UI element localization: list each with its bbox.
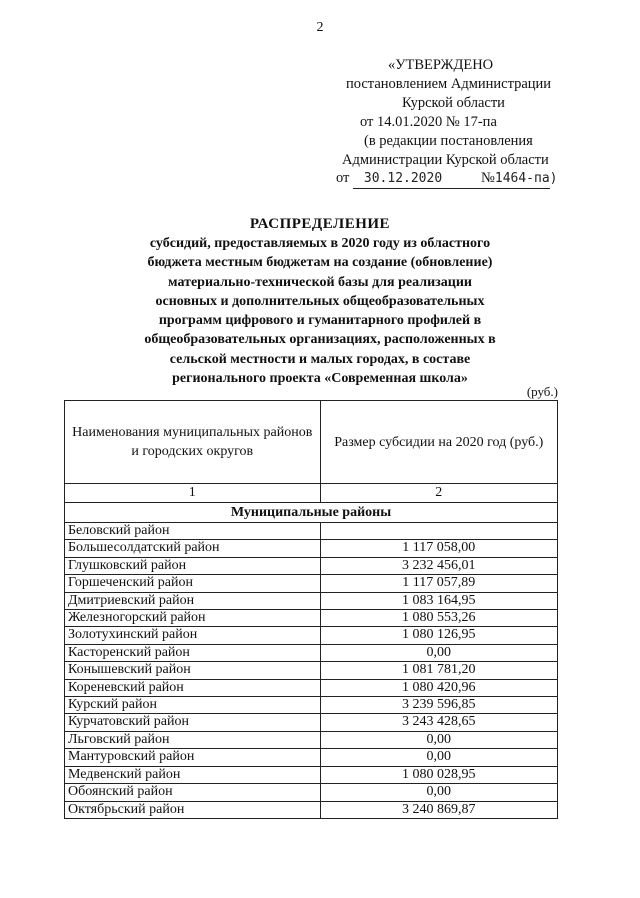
subsidy-value: 1 081 781,20 xyxy=(320,662,557,679)
number-field xyxy=(481,169,550,189)
distribution-table xyxy=(64,400,558,819)
title-line: субсидий, предоставляемых в 2020 году из областного xyxy=(149,236,491,251)
subsidy-value: 0,00 xyxy=(320,749,557,766)
approval-line-5: (в редакции постановления xyxy=(364,133,533,149)
table-row xyxy=(65,557,558,574)
district-name: Дмитриевский район xyxy=(65,592,321,609)
column-number-2: 2 xyxy=(320,484,557,503)
page-number: 2 xyxy=(316,20,324,35)
district-name: Большесолдатский район xyxy=(65,540,321,557)
district-name: Мантуровский район xyxy=(65,749,321,766)
subsidy-value: 0,00 xyxy=(320,644,557,661)
district-name: Курский район xyxy=(65,697,321,714)
approval-line-1: «УТВЕРЖДЕНО xyxy=(388,57,494,73)
table-row xyxy=(65,592,558,609)
subsidy-value: 1 080 028,95 xyxy=(320,766,557,783)
district-name: Касторенский район xyxy=(65,644,321,661)
subsidy-value: 1 080 126,95 xyxy=(320,627,557,644)
subsidy-value: 1 083 164,95 xyxy=(320,592,557,609)
title-main: РАСПРЕДЕЛЕНИЕ xyxy=(249,216,391,232)
district-name: Железногорский район xyxy=(65,610,321,627)
table-row xyxy=(65,801,558,818)
table-row xyxy=(65,523,558,540)
unit-label: (руб.) xyxy=(526,384,558,399)
title-line: материально-технической базы для реализации xyxy=(168,274,472,290)
district-name: Медвенский район xyxy=(65,766,321,783)
subsidy-value: 1 080 553,26 xyxy=(320,610,557,627)
approval-line-3: Курской области xyxy=(402,95,505,111)
district-name: Золотухинский район xyxy=(65,627,321,644)
date-field xyxy=(353,169,453,189)
district-name: Льговский район xyxy=(65,731,321,748)
column-number-1: 1 xyxy=(65,484,321,503)
table-row xyxy=(65,662,558,679)
title-line: программ цифрового и гуманитарного профилей в xyxy=(158,313,482,329)
header-subsidy: Размер субсидии на 2020 год (руб.) xyxy=(320,401,557,484)
closing-paren: ) xyxy=(549,171,558,186)
subsidy-value: 1 117 058,00 xyxy=(320,540,557,557)
district-name: Глушковский район xyxy=(65,557,321,574)
subsidy-value: 3 243 428,65 xyxy=(320,714,557,731)
column-number-row xyxy=(65,484,558,503)
subsidy-value: 3 240 869,87 xyxy=(320,801,557,818)
document-title xyxy=(0,214,640,388)
district-name: Курчатовский район xyxy=(65,714,321,731)
approval-line-4: от 14.01.2020 № 17-па xyxy=(360,114,497,130)
date-prefix: от xyxy=(336,170,350,186)
district-name: Кореневский район xyxy=(65,679,321,696)
title-line: основных и дополнительных общеобразовательных xyxy=(155,293,485,309)
approval-date-line xyxy=(336,169,558,189)
subsidy-value: 3 239 596,85 xyxy=(320,697,557,714)
title-line: регионального проекта «Современная школа» xyxy=(172,371,468,387)
district-name: Обоянский район xyxy=(65,784,321,801)
table-row xyxy=(65,714,558,731)
handwritten-date: 30.12.2020 xyxy=(363,171,443,186)
section-title: Муниципальные районы xyxy=(65,503,558,523)
subsidy-value: 0,00 xyxy=(320,784,557,801)
district-name: Октябрьский район xyxy=(65,801,321,818)
approval-line-2: постановлением Администрации xyxy=(346,76,552,92)
district-name: Горшеченский район xyxy=(65,575,321,592)
subsidy-value: 3 232 456,01 xyxy=(320,557,557,574)
subsidy-value: 1 080 420,96 xyxy=(320,679,557,696)
subsidy-value: 0,00 xyxy=(320,731,557,748)
table-row xyxy=(65,731,558,748)
table-row xyxy=(65,766,558,783)
title-line: сельской местности и малых городах, в составе xyxy=(169,351,471,367)
section-row xyxy=(65,503,558,523)
number-prefix: № xyxy=(481,170,495,186)
handwritten-number: 1464-па xyxy=(494,171,550,186)
district-name: Конышевский район xyxy=(65,662,321,679)
table-row xyxy=(65,749,558,766)
title-line: общеобразовательных организациях, расположенных в xyxy=(144,332,496,348)
table-header-row xyxy=(65,401,558,484)
table-row xyxy=(65,627,558,644)
table-row xyxy=(65,679,558,696)
title-line: бюджета местным бюджетам на создание (обновление) xyxy=(147,255,493,271)
approval-line-6: Администрации Курской области xyxy=(342,152,549,168)
subsidy-value xyxy=(320,523,557,540)
district-name: Беловский район xyxy=(65,523,321,540)
blank-underline xyxy=(453,169,481,189)
subsidy-value: 1 117 057,89 xyxy=(320,575,557,592)
table-row xyxy=(65,540,558,557)
table-row xyxy=(65,784,558,801)
table-row xyxy=(65,575,558,592)
table-row xyxy=(65,610,558,627)
table-row xyxy=(65,697,558,714)
header-municipality: Наименования муниципальных районов и городских округов xyxy=(65,401,321,484)
table-row xyxy=(65,644,558,661)
